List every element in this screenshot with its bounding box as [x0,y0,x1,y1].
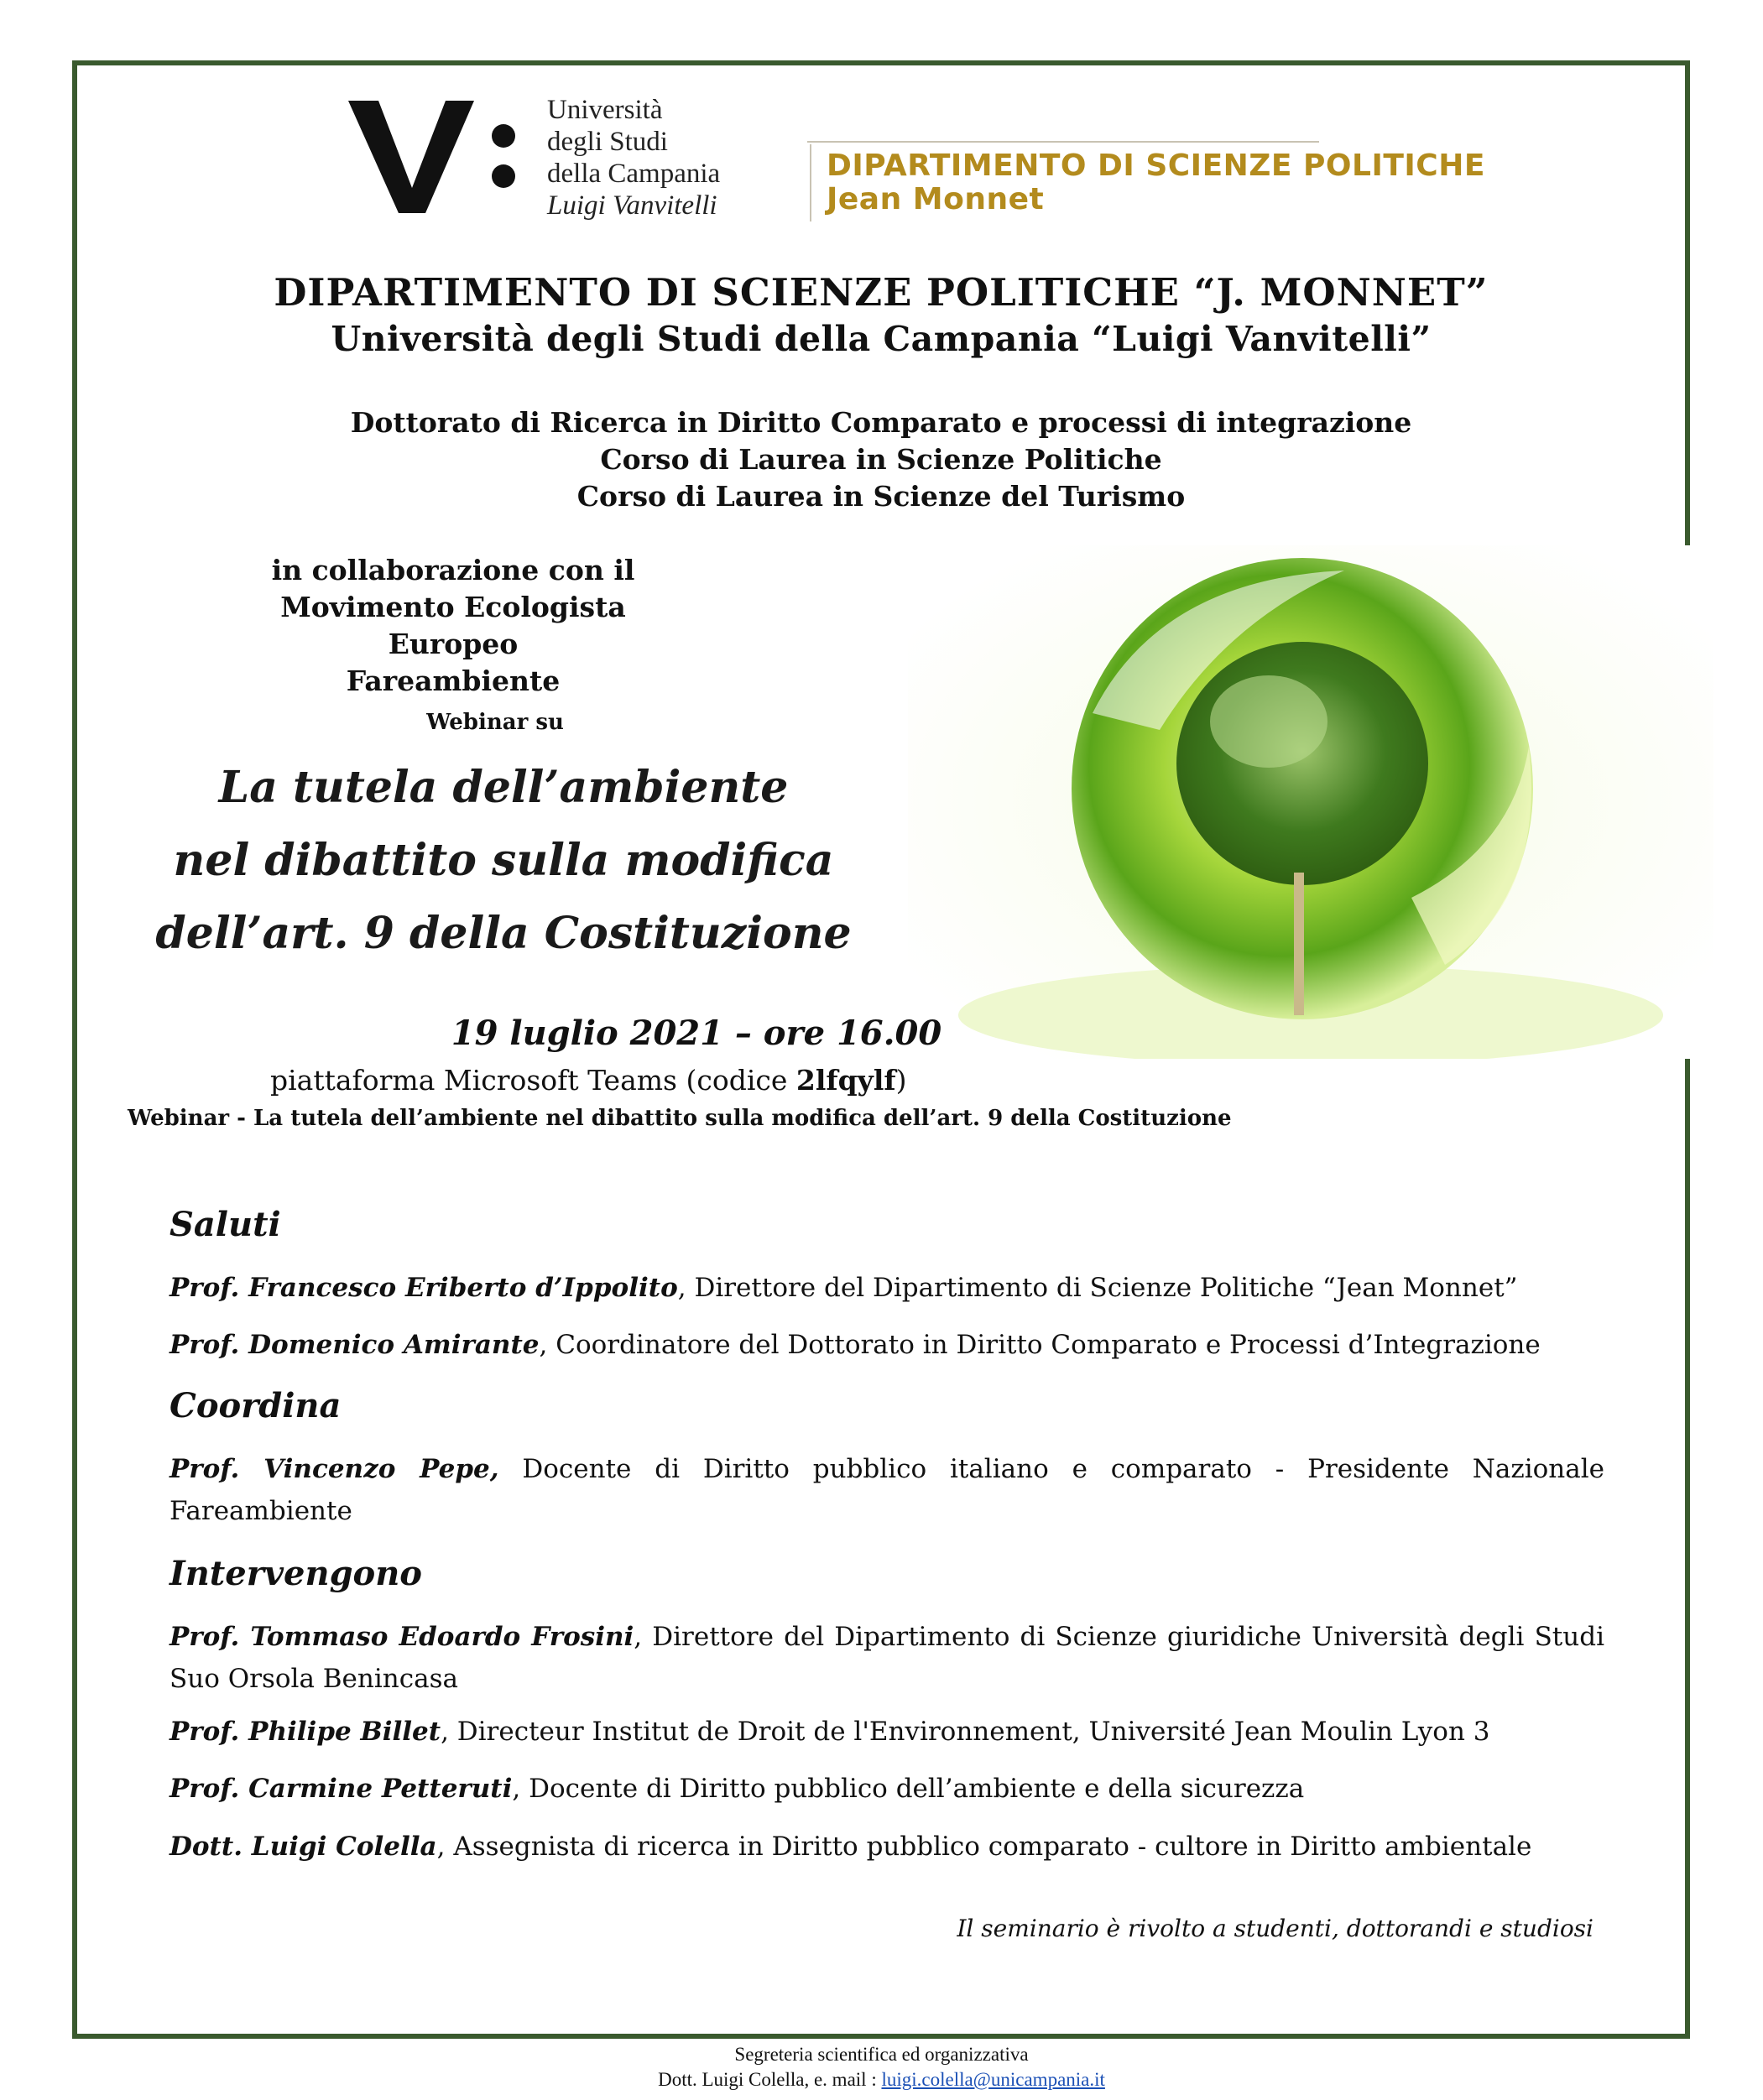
audience-note: Il seminario è rivolto a studenti, dottorandi e studiosi [957,1915,1593,1942]
speaker-billet: Prof. Philipe Billet, Directeur Institut de Droit de l'Environnement, Université Jean Moulin Lyon 3 [170,1717,1490,1747]
section-coordina: Coordina [170,1386,342,1425]
department-title: DIPARTIMENTO DI SCIENZE POLITICHE “J. MONNET” [274,270,1489,315]
speaker-frosini: Prof. Tommaso Edoardo Frosini, Direttore del Dipartimento di Scienze giuridiche Università degli Studi Suo Orsola Benincasa [170,1622,1604,1694]
section-intervengono: Intervengono [170,1554,422,1593]
program-politics: Corso di Laurea in Scienze Politiche [600,443,1162,476]
webinar-intro: Webinar su [426,710,564,735]
footer-contact: Dott. Luigi Colella, e. mail : luigi.colella@unicampania.it [658,2069,1105,2090]
speaker-amirante: Prof. Domenico Amirante, Coordinatore del Dottorato in Diritto Comparato e Processi d’Integrazione [170,1330,1541,1360]
section-saluti: Saluti [170,1205,281,1244]
speaker-dippolito: Prof. Francesco Eriberto d’Ippolito, Direttore del Dipartimento di Scienze Politiche “Jean Monnet” [170,1273,1518,1303]
green-globe-tree-image [908,545,1713,1059]
dept-logo-rule [807,141,1319,143]
program-tourism: Corso di Laurea in Scienze del Turismo [576,480,1186,513]
dept-logo-rule-side [810,144,811,221]
webinar-date: 19 luglio 2021 – ore 16.00 [451,1014,942,1053]
webinar-full-title: Webinar - La tutela dell’ambiente nel dibattito sulla modifica dell’art. 9 della Costituzione [128,1106,1232,1131]
speaker-colella: Dott. Luigi Colella, Assegnista di ricerca in Diritto pubblico comparato - cultore in Diritto ambientale [170,1832,1532,1862]
university-v-logo [348,94,516,220]
speaker-petteruti: Prof. Carmine Petteruti, Docente di Diritto pubblico dell’ambiente e della sicurezza [170,1774,1305,1804]
email-link[interactable]: luigi.colella@unicampania.it [881,2069,1105,2090]
teams-code: 2lfqylf [795,1064,896,1097]
speaker-pepe: Prof. Vincenzo Pepe, Docente di Diritto pubblico italiano e comparato - Presidente Nazionale Fareambiente [170,1454,1604,1526]
program-phd: Dottorato di Ricerca in Diritto Comparato e processi di integrazione [350,406,1412,439]
webinar-title: La tutela dell’ambiente nel dibattito sulla modifica dell’art. 9 della Costituzione [155,762,852,959]
university-logo-text: Università degli Studi della Campania Luigi Vanvitelli [547,95,721,221]
collaboration-block: in collaborazione con il Movimento Ecologista Europeo Fareambiente [271,554,635,697]
footer-secretariat: Segreteria scientifica ed organizzativa [734,2044,1029,2065]
platform-info: piattaforma Microsoft Teams (codice 2lfqylf) [270,1064,907,1097]
university-title: Università degli Studi della Campania “Luigi Vanvitelli” [331,319,1432,359]
department-logo-text: DIPARTIMENTO DI SCIENZE POLITICHE Jean Monnet [827,149,1485,216]
